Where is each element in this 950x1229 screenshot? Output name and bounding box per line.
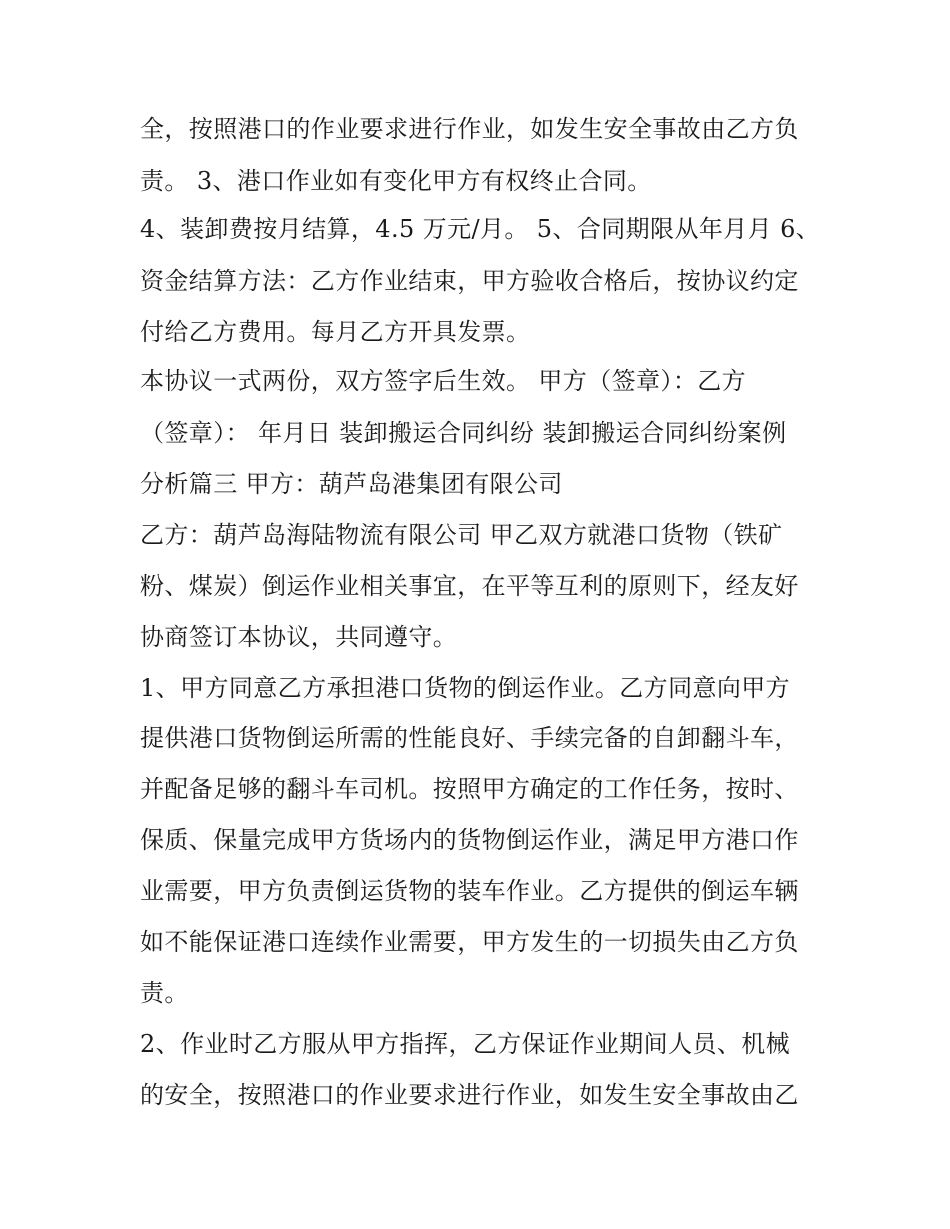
text-line: 4、装卸费按月结算，4.5 万元/月。 5、合同期限从年月月 6、 <box>140 215 821 243</box>
text-line: 资金结算方法：乙方作业结束，甲方验收合格后，按协议约定 <box>140 267 799 295</box>
text-line: 的安全，按照港口的作业要求进行作业，如发生安全事故由乙 <box>140 1081 799 1109</box>
text-line: 协商签订本协议，共同遵守。 <box>140 623 458 651</box>
text-line: 本协议一式两份，双方签字后生效。 甲方（签章）：乙方 <box>140 367 747 395</box>
text-line: 粉、煤炭）倒运作业相关事宜，在平等互利的原则下，经友好 <box>140 572 799 600</box>
text-line: 保质、保量完成甲方货场内的货物倒运作业，满足甲方港口作 <box>140 826 799 854</box>
text-line: 2、作业时乙方服从甲方指挥，乙方保证作业期间人员、机械 <box>140 1030 791 1058</box>
text-line: 全，按照港口的作业要求进行作业，如发生安全事故由乙方负 <box>140 115 799 143</box>
text-line: 业需要，甲方负责倒运货物的装车作业。乙方提供的倒运车辆 <box>140 877 799 905</box>
text-line: （签章）： 年月日 装卸搬运合同纠纷 装卸搬运合同纠纷案例 <box>140 419 787 447</box>
text-line: 提供港口货物倒运所需的性能良好、手续完备的自卸翻斗车， <box>140 724 799 752</box>
text-line: 如不能保证港口连续作业需要，甲方发生的一切损失由乙方负 <box>140 928 799 956</box>
text-line: 责。 <box>140 979 189 1007</box>
text-line: 分析篇三 甲方：葫芦岛港集团有限公司 <box>140 470 563 498</box>
text-line: 付给乙方费用。每月乙方开具发票。 <box>140 318 531 346</box>
text-line: 1、甲方同意乙方承担港口货物的倒运作业。乙方同意向甲方 <box>140 674 791 702</box>
text-line: 责。 3、港口作业如有变化甲方有权终止合同。 <box>140 167 652 195</box>
text-line: 并配备足够的翻斗车司机。按照甲方确定的工作任务，按时、 <box>140 775 799 803</box>
text-line: 乙方：葫芦岛海陆物流有限公司 甲乙双方就港口货物（铁矿 <box>140 521 783 549</box>
